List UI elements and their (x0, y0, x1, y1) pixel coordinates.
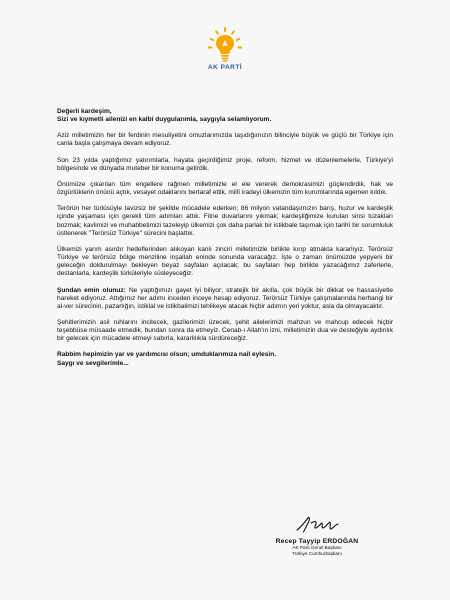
closing-line-2: Saygı ve sevgilerimle... (57, 359, 129, 367)
light-bulb-logo-icon (208, 26, 242, 62)
signer-title-2: Türkiye Cumhurbaşkanı (292, 551, 342, 556)
salutation (57, 108, 393, 124)
paragraph-2: Son 23 yılda yaptığımız yatırımlarla, hayata geçirdiğimiz proje, reform, hizmet ve düzenlemelerle, Türkiye'yi bölgesinde ve dünyada muteber bir konuma getirdik. (57, 156, 393, 172)
closing (57, 351, 393, 367)
paragraph-3: Önümüze çıkarılan tüm engellere rağmen milletimizle el ele vererek demokrasimizi güçlendirdik, hak ve özgürlüklerin önünü açtık, vesayet odaklarını bertaraf ettik, millî iradeyi ülkemizin tüm kurumlarında egemen kıldık. (57, 180, 393, 197)
paragraph-6-lead: Şundan emin olunuz: (57, 286, 126, 294)
paragraph-6 (57, 287, 393, 311)
letter-body (57, 108, 393, 368)
closing-line-1: Rabbim hepimizin yar ve yardımcısı olsun; umduklarımıza nail eylesin. (57, 351, 277, 359)
logo-text: AK PARTİ (207, 64, 243, 71)
paragraph-7: Şehitlerimizin asil ruhlarını incitecek, gazilerimizi üzecek, şehit ailelerimizi mahzun ve mahcup edecek hiçbir teşebbüse müsaade etmedik, bundan sonra da etmeyiz. Cenab-ı Allah'ın izni, milletimizin dua ve desteğiyle aydınlık bir gelecek için mücadele etmeyi sabırla, kararlılıkla sürdüreceğiz. (57, 318, 393, 343)
paragraph-4: Terörün her türlüsüyle tavizsiz bir şekilde mücadele ederken; 86 milyon vatandaşımızın barış, huzur ve kardeşlik içinde yaşaması için gerekli tüm adımları attık. Fitne duvarlarını yıkmak; kardeşliğimize kurulan sinsi tuzakları bozmak; kavlimizi ve muhabbetimizi tazeleyip ülkemizi çok daha parlak bir istikbale taşımak için tarihî bir sorumluluk üstlenerek "Terörsüz Türkiye" sürecini başlattık. (57, 205, 393, 237)
party-logo (0, 26, 450, 71)
salutation-line-2: Sizi ve kıymetli ailenizi en kalbî duygularımla, saygıyla selamlıyorum. (57, 116, 272, 124)
signer-title-1: AK Parti Genel Başkanı (292, 545, 342, 550)
handwritten-signature (291, 513, 343, 535)
salutation-line-1: Değerli kardeşim, (57, 108, 112, 115)
paragraph-5: Ülkemizi yarım asırdır hedeflerinden alıkoyan kanlı zinciri milletimizle birlikte kırıp atmakta kararlıyız. Terörsüz Türkiye ve terörsüz bölge menziline inşallah eninde sonunda varacağız. İşte o zaman önümüzde yepyeni bir geleceğin doldurulmayı bekleyen beyaz sayfaları açılacak; bu sayfaları hep birlikte yazacağımız zaferlerle, destanlarla, kardeşlik türküleriyle süsleyeceğiz. (57, 245, 393, 278)
signer-name: Recep Tayyip ERDOĞAN (275, 538, 359, 545)
paragraph-6-body: Ne yaptığımızı gayet iyi biliyor; stratejik bir akılla, çok büyük bir dikkat ve hassasiyetle hareket ediyoruz. Attığımız her adımı inceden inceye hesap ediyoruz. Terörsüz Türkiye çalışmalarında herhangi bir al-ver sürecinin, pazarlığın, istiklal ve istikbalimizi tehlikeye atacak hiçbir adımın yeri yoktur, asla da olmayacaktır. (57, 286, 393, 310)
paragraph-1: Aziz milletimizin her bir ferdinin mesuliyetini omuzlarımızda taşıdığımızın bilinciyle büyük ve güçlü bir Türkiye için canla başla çalışmaya devam ediyoruz. (57, 132, 393, 148)
signature-block (242, 513, 392, 557)
